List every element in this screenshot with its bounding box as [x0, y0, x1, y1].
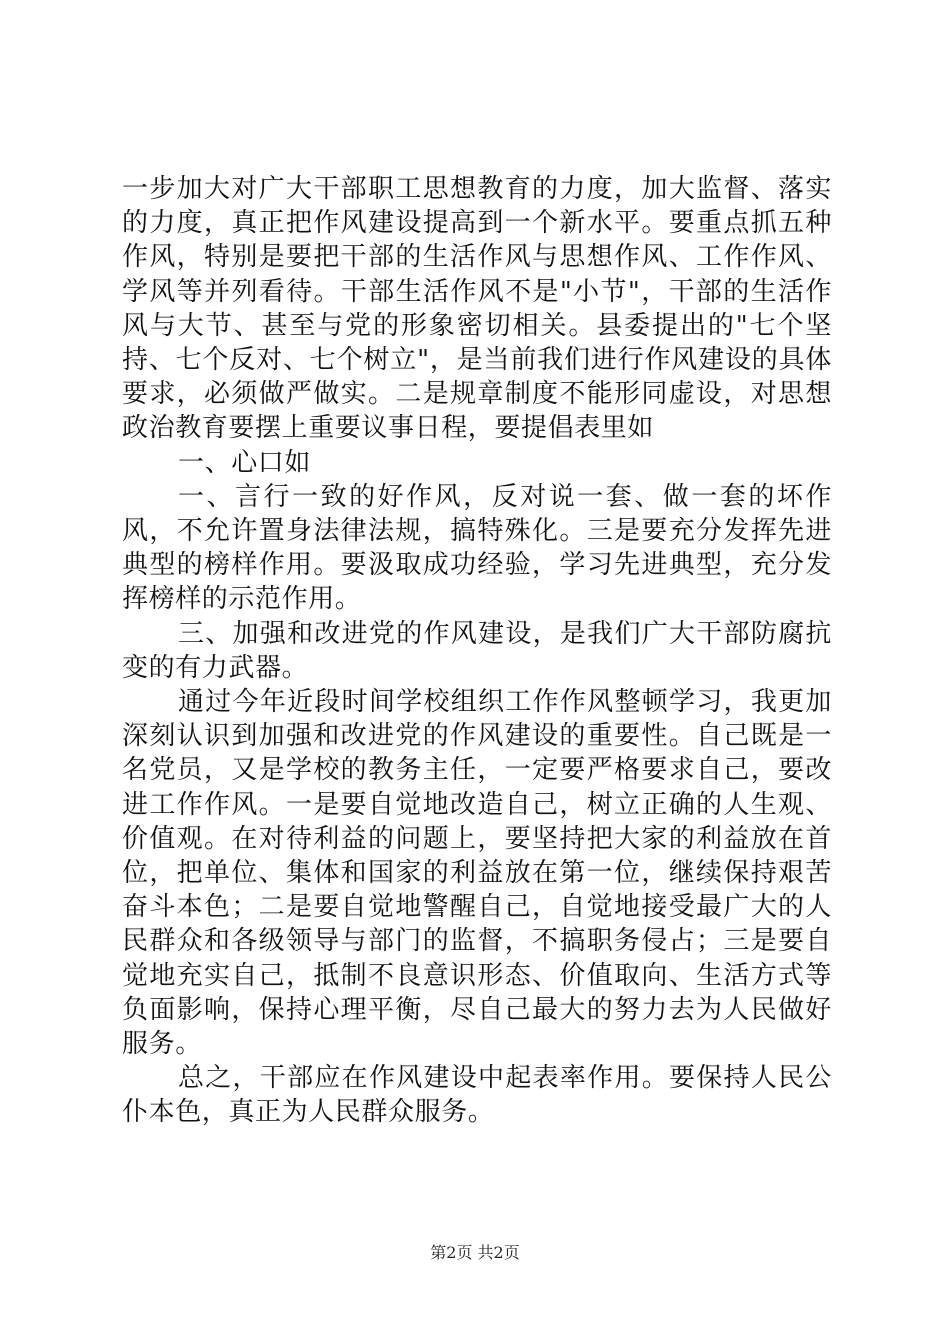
paragraph-3: 一、言行一致的好作风，反对说一套、做一套的坏作风，不允许置身法律法规，搞特殊化。三是要充分发挥先进典型的榜样作用。要汲取成功经验，学习先进典型，充分发挥榜样的示范作用。 — [122, 481, 832, 615]
paragraph-5: 通过今年近段时间学校组织工作作风整顿学习，我更加深刻认识到加强和改进党的作风建设的重要性。自己既是一名党员，又是学校的教务主任，一定要严格要求自己，要改进工作作风。一是要自觉地改造自己，树立正确的人生观、价值观。在对待利益的问题上，要坚持把大家的利益放在首位，把单位、集体和国家的利益放在第一位，继续保持艰苦奋斗本色；二是要自觉地警醒自己，自觉地接受最广大的人民群众和各级领导与部门的监督，不搞职务侵占；三是要自觉地充实自己，抵制不良意识形态、价值取向、生活方式等负面影响，保持心理平衡，尽自己最大的努力去为人民做好服务。 — [122, 687, 832, 1060]
paragraph-2: 一、心口如 — [178, 447, 312, 478]
page-number-footer: 第2页 共2页 — [430, 1243, 520, 1262]
paragraph-4: 三、加强和改进党的作风建设，是我们广大干部防腐抗变的有力武器。 — [122, 618, 832, 683]
document-body — [122, 172, 832, 1130]
paragraph-1: 一步加大对广大干部职工思想教育的力度，加大监督、落实的力度，真正把作风建设提高到一个新水平。要重点抓五种作风，特别是要把干部的生活作风与思想作风、工作作风、学风等并列看待。干部生活作风不是"小节"，干部的生活作风与大节、甚至与党的形象密切相关。县委提出的"七个坚持、七个反对、七个树立"，是当前我们进行作风建设的具体要求，必须做严做实。二是规章制度不能形同虚设，对思想政治教育要摆上重要议事日程，要提倡表里如 — [122, 174, 832, 444]
paragraph-6: 总之，干部应在作风建设中起表率作用。要保持人民公仆本色，真正为人民群众服务。 — [122, 1063, 832, 1128]
